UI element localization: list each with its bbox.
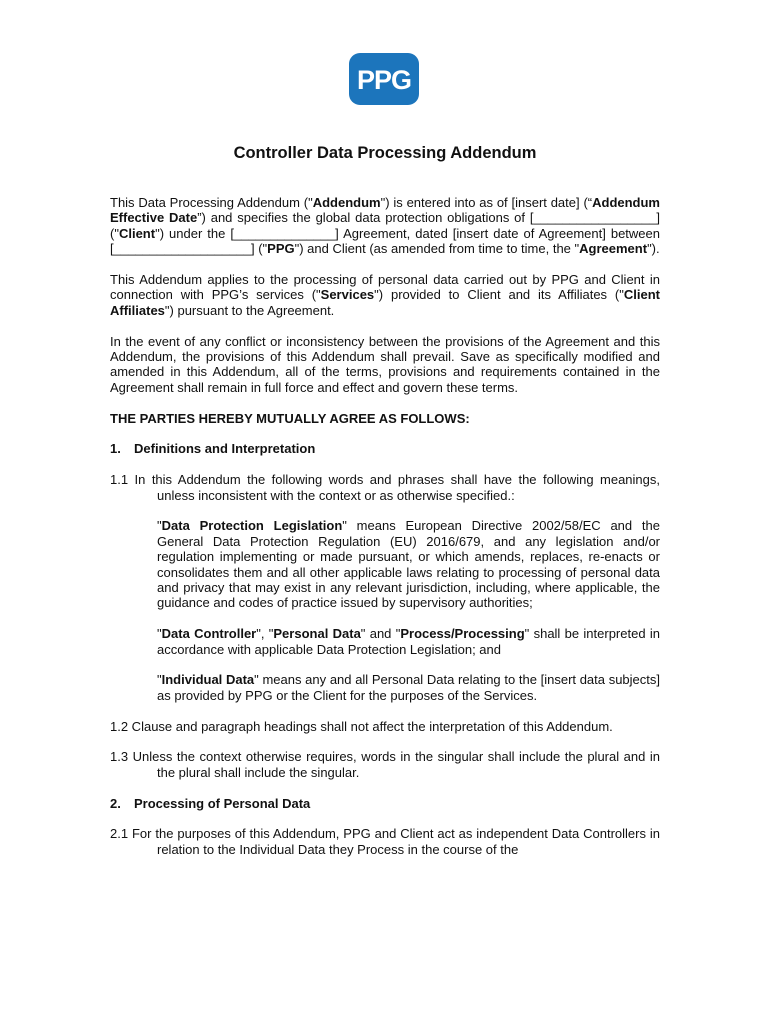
clause-2-1: 2.1 For the purposes of this Addendum, PPG and Client act as independent Data Controllers in relation to the Individual Data they Process in the course of the — [110, 826, 660, 857]
intro-paragraph-1: This Data Processing Addendum ("Addendum") is entered into as of [insert date] (“Addendum Effective Date”) and specifies the global data protection obligations of [_________________] ("Client") under the [______________] Agreement, dated [insert date of Agreement] between [___________________] ("PPG") and Client (as amended from time to time, the "Agreement"). — [110, 195, 660, 257]
definition-data-controller: "Data Controller", "Personal Data" and "Process/Processing" shall be interpreted in accordance with applicable Data Protection Legislation; and — [157, 626, 660, 657]
definition-individual-data: "Individual Data" means any and all Personal Data relating to the [insert data subjects] as provided by PPG or the Client for the purposes of the Services. — [157, 672, 660, 703]
document-body — [110, 195, 660, 857]
definition-data-protection-legislation: "Data Protection Legislation" means European Directive 2002/58/EC and the General Data Protection Regulation (EU) 2016/679, and any legislation and/or regulation implementing or made pursuant, or which amends, replaces, re-enacts or consolidates them and all other applicable laws relating to processing of personal data and privacy that may exist in any relevant jurisdiction, including, where applicable, the guidance and codes of practice issued by supervisory authorities; — [157, 518, 660, 611]
section-1-heading: 1. Definitions and Interpretation — [110, 441, 316, 457]
intro-paragraph-2: This Addendum applies to the processing of personal data carried out by PPG and Client in connection with PPG’s services ("Services") provided to Client and its Affiliates ("Client Affiliates") pursuant to the Agreement. — [110, 272, 660, 318]
section-2-heading: 2. Processing of Personal Data — [110, 795, 311, 811]
clause-1-1: 1.1 In this Addendum the following words and phrases shall have the following meanings, unless inconsistent with the context or as otherwise specified.: — [110, 472, 660, 503]
document-title: Controller Data Processing Addendum — [233, 144, 537, 162]
clause-1-3: 1.3 Unless the context otherwise requires, words in the singular shall include the plural and in the plural shall include the singular. — [110, 749, 660, 780]
agreement-statement: THE PARTIES HEREBY MUTUALLY AGREE AS FOLLOWS: — [110, 410, 470, 426]
clause-1-2: 1.2 Clause and paragraph headings shall not affect the interpretation of this Addendum. — [110, 718, 613, 734]
ppg-logo-mark — [348, 52, 420, 106]
logo-text: PPG — [356, 65, 412, 95]
ppg-logo — [348, 52, 420, 106]
intro-paragraph-3: In the event of any conflict or inconsistency between the provisions of the Agreement and this Addendum, the provisions of this Addendum shall prevail. Save as specifically modified and amended in this Addendum, all of the terms, provisions and requirements contained in the Agreement shall remain in full force and effect and govern these terms. — [110, 333, 660, 395]
